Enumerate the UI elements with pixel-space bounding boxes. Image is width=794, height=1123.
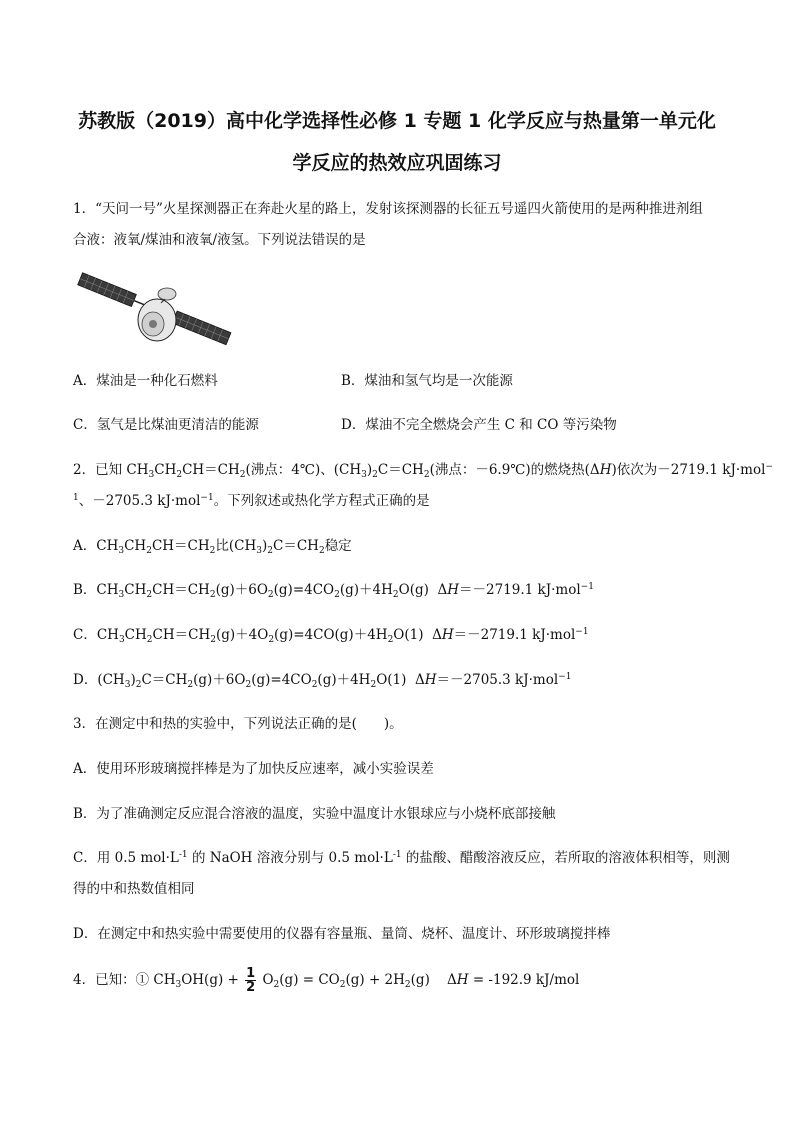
fraction-one-half: $\frac{1}{2}$ [246,966,256,995]
q1-option-d: D．煤油不完全燃烧会产生 C 和 CO 等污染物 [341,417,617,433]
q2-option-d: D．$(CH_3)_2C=CH_2(g)+6O_2(g)=4CO_2(g)+4H_2O(1)$ ΔH＝－2705.3 kJ·mol$^{-1}$ [73,672,572,690]
q1-stem-line-2: 合液：液氧/煤油和液氧/液氢。下列说法错误的是 [73,232,366,248]
q2-option-c: C．$CH_3CH_2CH=CH_2(g)+4O_2(g)=4CO(g)+4H_2O(1)$ ΔH＝－2719.1 kJ·mol$^{-1}$ [73,627,589,645]
document-title-line-1: 苏教版（2019）高中化学选择性必修 1 专题 1 化学反应与热量第一单元化 [78,110,716,132]
q2-option-a: A．$CH_3CH_2CH=CH_2$比$(CH_3)_2C=CH_2$稳定 [73,538,352,556]
q2-option-b: B．$CH_3CH_2CH=CH_2(g)+6O_2(g)=4CO_2(g)+4H_2O(g)$ ΔH＝－2719.1 kJ·mol$^{-1}$ [73,582,594,600]
q3-stem: 3．在测定中和热的实验中，下列说法正确的是( )。 [73,716,403,732]
q3-option-c-line-2: 得的中和热数值相同 [73,881,195,897]
q3-option-c-line-1: C．用 0.5 $mol\cdot L^{-1}$ 的 NaOH 溶液分别与 0.5 $mol\cdot L^{-1}$ 的盐酸、醋酸溶液反应，若所取的溶液体积相等，则测 [73,850,730,866]
q2-stem-line-2: $^1$、－2705.3 kJ·mol$^{-1}$。下列叙述或热化学方程式正确的是 [73,493,430,509]
q1-stem-line-1: 1．“天问一号”火星探测器正在奔赴火星的路上，发射该探测器的长征五号遥四火箭使用的是两种推进剂组 [73,201,703,217]
q2-stem-line-1: 2．已知 $CH_3CH_2CH=CH_2$(沸点：4℃)、$(CH_3)_2C=CH_2$(沸点：－6.9℃)的燃烧热(ΔH)依次为－2719.1 kJ·mol− [73,462,773,480]
q1-option-b: B．煤油和氢气均是一次能源 [341,373,513,389]
q1-option-c: C．氢气是比煤油更清洁的能源 [73,417,259,433]
q3-option-d: D．在测定中和热实验中需要使用的仪器有容量瓶、量筒、烧杯、温度计、环形玻璃搅拌棒 [73,926,611,942]
q3-option-a: A．使用环形玻璃搅拌棒是为了加快反应速率，减小实验误差 [73,761,434,777]
satellite-probe-illustration [73,272,233,352]
q3-option-b: B．为了准确测定反应混合溶液的温度，实验中温度计水银球应与小烧杯底部接触 [73,806,556,822]
q4-stem: 4．已知：① $CH_3OH(g)$ + $\frac{1}{2}$ $O_2(g) = CO_2(g) + 2H_2(g)$ ΔH = -192.9 kJ/mol [73,966,580,995]
q1-option-a: A．煤油是一种化石燃料 [73,373,218,389]
document-title-line-2: 学反应的热效应巩固练习 [292,152,502,174]
